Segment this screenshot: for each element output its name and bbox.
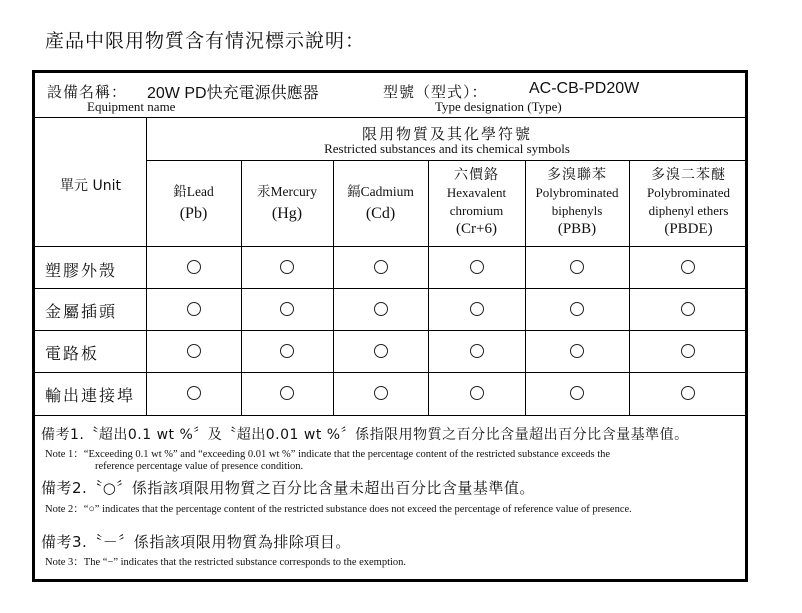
column-header-pbb-en2: biphenyls <box>551 203 603 218</box>
column-symbol-cr6: (Cr+6) <box>456 221 497 237</box>
equipment-name-value: 20W PD快充電源供應器 <box>147 85 319 102</box>
not-exceed-mark <box>470 344 484 358</box>
note-3-zh: 備考3.〝－〞係指該項限用物質為排除項目。 <box>41 533 351 551</box>
not-exceed-mark <box>470 302 484 316</box>
declaration-table <box>32 70 748 582</box>
column-header-mercury: 汞Mercury <box>257 184 317 200</box>
not-exceed-mark <box>374 260 388 274</box>
type-designation-label-en: Type designation (Type) <box>435 99 562 114</box>
row-divider <box>35 288 745 289</box>
not-exceed-mark <box>280 386 294 400</box>
note-1-en-cont: reference percentage value of presence condition. <box>95 461 304 472</box>
not-exceed-mark <box>280 260 294 274</box>
column-header-hexavalent-en2: chromium <box>449 203 504 218</box>
notes-divider <box>35 415 745 416</box>
not-exceed-mark <box>470 386 484 400</box>
not-exceed-mark <box>570 344 584 358</box>
not-exceed-mark <box>470 260 484 274</box>
restricted-substances-title-en: Restricted substances and its chemical symbols <box>324 141 570 156</box>
note-2-zh: 備考2.〝○〞係指該項限用物質之百分比含量未超出百分比含量基準值。 <box>41 479 535 497</box>
column-symbol-pb: (Pb) <box>179 205 208 222</box>
not-exceed-mark <box>570 386 584 400</box>
column-header-cadmium: 鎘Cadmium <box>347 184 414 200</box>
equipment-name-label-en: Equipment name <box>87 99 176 114</box>
row-divider <box>35 372 745 373</box>
row-label-output-port: 輸出連接埠 <box>45 386 136 405</box>
column-symbol-hg: (Hg) <box>271 205 303 222</box>
column-header-pbde-en2: diphenyl ethers <box>648 203 729 218</box>
not-exceed-mark <box>374 386 388 400</box>
column-header-hexavalent-zh: 六價鉻 <box>454 167 499 183</box>
column-symbol-pbde: (PBDE) <box>664 221 713 237</box>
not-exceed-mark <box>681 386 695 400</box>
column-symbol-cd: (Cd) <box>365 205 396 222</box>
unit-column-divider <box>146 117 147 415</box>
not-exceed-mark <box>681 302 695 316</box>
not-exceed-mark <box>570 260 584 274</box>
column-header-pbde-zh: 多溴二苯醚 <box>651 167 726 183</box>
not-exceed-mark <box>681 260 695 274</box>
column-header-pbb-zh: 多溴聯苯 <box>547 167 607 183</box>
not-exceed-mark <box>280 344 294 358</box>
column-header-divider <box>35 246 745 247</box>
not-exceed-mark <box>187 344 201 358</box>
row-label-circuit-board: 電路板 <box>45 344 100 363</box>
row-divider <box>35 330 745 331</box>
restricted-substances-title: 限用物質及其化學符號 <box>361 125 532 143</box>
substance-title-divider <box>146 160 745 161</box>
note-1-zh: 備考1.〝超出0.1 wt %〞及〝超出0.01 wt %〞係指限用物質之百分比含量超出百分比含量基準值。 <box>41 427 689 443</box>
column-header-hexavalent-en1: Hexavalent <box>446 185 507 200</box>
row-label-plastic-housing: 塑膠外殼 <box>45 261 118 280</box>
not-exceed-mark <box>374 302 388 316</box>
note-2-en: Note 2：“○” indicates that the percentage content of the restricted substance does not exceed the percentage of reference value of presence. <box>45 504 632 515</box>
header-divider <box>35 117 745 118</box>
unit-label: 單元 Unit <box>60 178 121 194</box>
not-exceed-mark <box>681 344 695 358</box>
page-title: 產品中限用物質含有情況標示說明： <box>45 30 366 52</box>
not-exceed-mark <box>187 260 201 274</box>
note-3-en: Note 3：The “−” indicates that the restricted substance corresponds to the exemption. <box>45 557 407 568</box>
not-exceed-mark <box>374 344 388 358</box>
not-exceed-mark <box>280 302 294 316</box>
note-1-en: Note 1：“Exceeding 0.1 wt %” and “exceeding 0.01 wt %” indicate that the percentage content of the restricted substance exceeds the <box>45 449 611 460</box>
not-exceed-mark <box>187 386 201 400</box>
type-designation-label: 型號（型式）： <box>383 83 488 101</box>
column-header-lead: 鉛Lead <box>173 184 214 200</box>
column-header-pbb-en1: Polybrominated <box>535 185 619 200</box>
type-designation-value: AC-CB-PD20W <box>529 80 640 97</box>
column-symbol-pbb: (PBB) <box>557 221 597 237</box>
column-header-pbde-en1: Polybrominated <box>646 185 731 200</box>
not-exceed-mark <box>187 302 201 316</box>
not-exceed-mark <box>570 302 584 316</box>
row-label-metal-plug: 金屬插頭 <box>45 302 118 321</box>
equipment-name-label: 設備名稱： <box>47 83 128 101</box>
